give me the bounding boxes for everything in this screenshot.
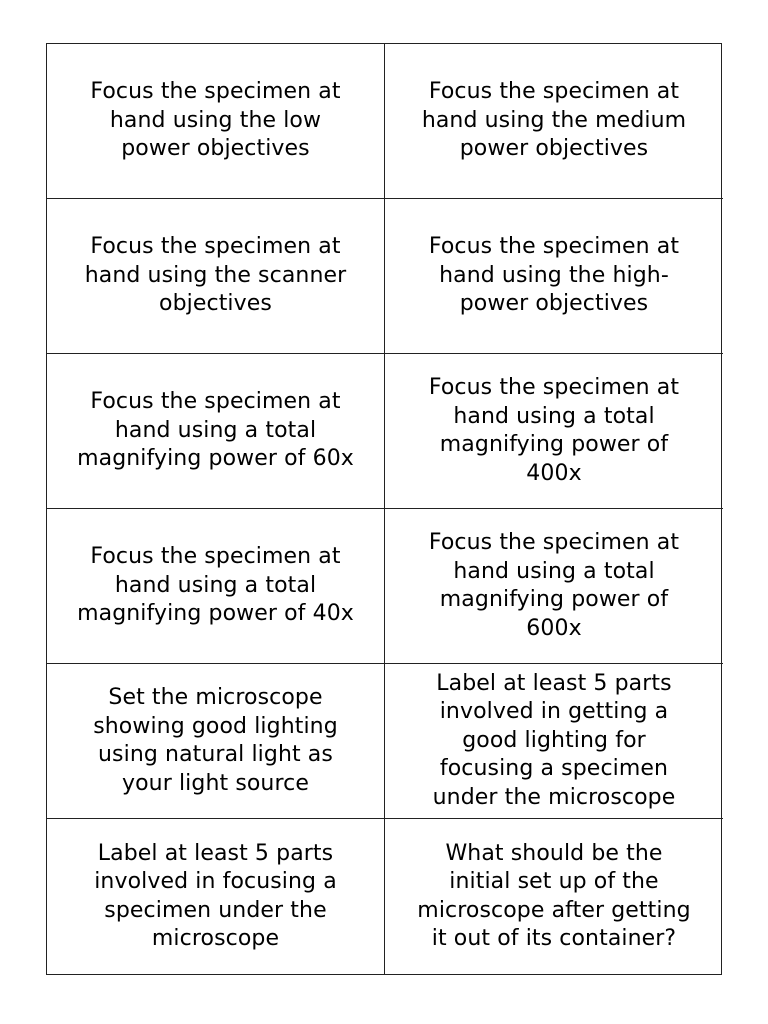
task-card xyxy=(47,664,385,819)
task-card xyxy=(385,664,723,819)
task-card-text: Focus the specimen at hand using a total magnifying power of 40x xyxy=(77,544,354,627)
task-card-text: Focus the specimen at hand using a total magnifying power of 600x xyxy=(428,530,680,641)
task-card xyxy=(385,354,723,509)
task-card xyxy=(47,199,385,354)
task-card xyxy=(47,44,385,199)
task-card xyxy=(385,509,723,664)
task-card-grid xyxy=(46,43,722,975)
task-card-text: Focus the specimen at hand using the medium power objectives xyxy=(421,79,687,162)
task-card-text: Label at least 5 parts involved in getting a good lighting for focusing a specimen under the microscope xyxy=(432,670,676,810)
task-card-text: Focus the specimen at hand using the high- power objectives xyxy=(428,234,680,317)
task-card xyxy=(385,819,723,974)
task-card-text: Focus the specimen at hand using a total magnifying power of 60x xyxy=(77,389,354,472)
task-card xyxy=(47,509,385,664)
task-card xyxy=(47,354,385,509)
task-card-text: Label at least 5 parts involved in focusing a specimen under the microscope xyxy=(94,840,337,951)
task-card-text: What should be the initial set up of the microscope after getting it out of its container? xyxy=(417,840,691,951)
task-card-text: Focus the specimen at hand using a total magnifying power of 400x xyxy=(428,375,680,486)
task-card-text: Focus the specimen at hand using the low power objectives xyxy=(90,79,341,162)
task-card-text: Focus the specimen at hand using the scanner objectives xyxy=(84,234,347,317)
task-card xyxy=(385,44,723,199)
task-card xyxy=(47,819,385,974)
task-card-text: Set the microscope showing good lighting using natural light as your light source xyxy=(93,685,338,796)
task-card xyxy=(385,199,723,354)
